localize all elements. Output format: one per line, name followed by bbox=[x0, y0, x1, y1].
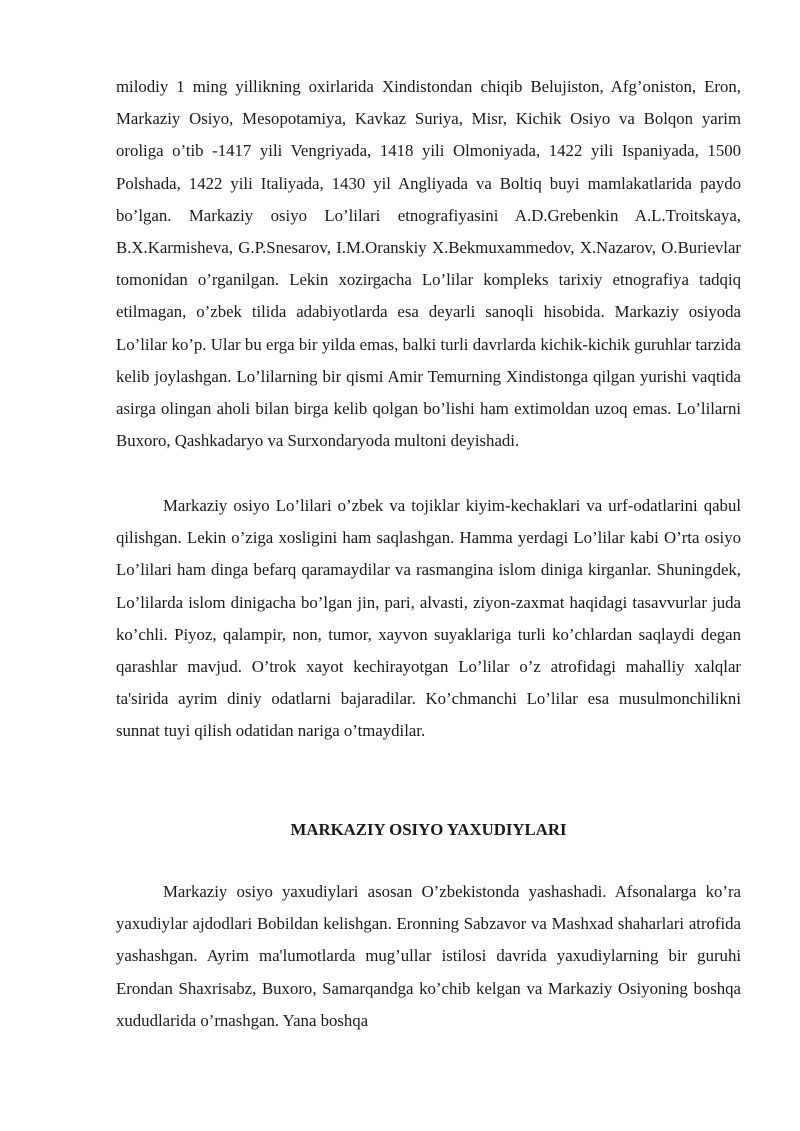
paragraph-yaxudiylar: Markaziy osiyo yaxudiylari asosan O’zbekistonda yashashadi. Afsonalarga ko’ra yaxudiylar ajdodlari Bobildan kelishgan. Eronning Sabzavor va Mashxad shaharlari atrofida yashashgan. Ayrim ma'lumotlarda mug’ullar istilosi davrida yaxudiylarning bir guruhi Erondan Shaxrisabz, Buxoro, Samarqandga ko’chib kelgan va Markaziy Osiyoning boshqa xududlarida o’rnashgan. Yana boshqa bbox=[116, 882, 741, 1030]
paragraph-lolilar-customs: Markaziy osiyo Lo’lilari o’zbek va tojiklar kiyim-kechaklari va urf-odatlarini qabul qilishgan. Lekin o’ziga xosligini ham saqlashgan. Hamma yerdagi Lo’lilar kabi O’rta osiyo Lo’lilari ham dinga befarq qaramaydilar va rasmangina islom diniga kirganlar. Shuningdek, Lo’lilarda islom dinigacha bo’lgan jin, pari, alvasti, ziyon-zaxmat haqidagi tasavvurlar juda ko’chli. Piyoz, qalampir, non, tumor, xayvon suyaklariga turli ko’chlardan saqlaydi degan qarashlar mavjud. O’trok xayot kechirayotgan Lo’lilar o’z atrofidagi mahalliy xalqlar ta'sirida ayrim diniy odatlarni bajaradilar. Ko’chmanchi Lo’lilar esa musulmonchilikni sunnat tuyi qilish odatidan nariga o’tmaydilar. bbox=[116, 496, 741, 741]
paragraph-lolilar-history: milodiy 1 ming yillikning oxirlarida Xindistondan chiqib Belujiston, Afg’oniston, Eron, Markaziy Osiyo, Mesopotamiya, Kavkaz Suriya, Misr, Kichik Osiyo va Bolqon yarim oroliga o’tib -1417 yili Vengriyada, 1418 yili Olmoniyada, 1422 yili Ispaniyada, 1500 Polshada, 1422 yili Italiyada, 1430 yil Angliyada va Boltiq buyi mamlakatlarida paydo bo’lgan. Markaziy osiyo Lo’lilari etnografiyasini A.D.Grebenkin A.L.Troitskaya, B.X.Karmisheva, G.P.Snesarov, I.M.Oranskiy X.Bekmuxammedov, X.Nazarov, O.Burievlar tomonidan o’rganilgan. Lekin xozirgacha Lo’lilar kompleks tarixiy etnografiya tadqiq etilmagan, o’zbek tilida adabiyotlarda esa deyarli sanoqli hisobida. Markaziy osiyoda Lo’lilar ko’p. Ular bu erga bir yilda emas, balki turli davrlarda kichik-kichik guruhlar tarzida kelib joylashgan. Lo’lilarning bir qismi Amir Temurning Xindistonga qilgan yurishi vaqtida asirga olingan aholi bilan birga kelib qolgan bo’lishi ham extimoldan uzoq emas. Lo’lilarni Buxoro, Qashkadaryo va Surxondaryoda multoni deyishadi. bbox=[116, 77, 741, 451]
section-heading: MARKAZIY OSIYO YAXUDIYLARI bbox=[290, 820, 567, 839]
